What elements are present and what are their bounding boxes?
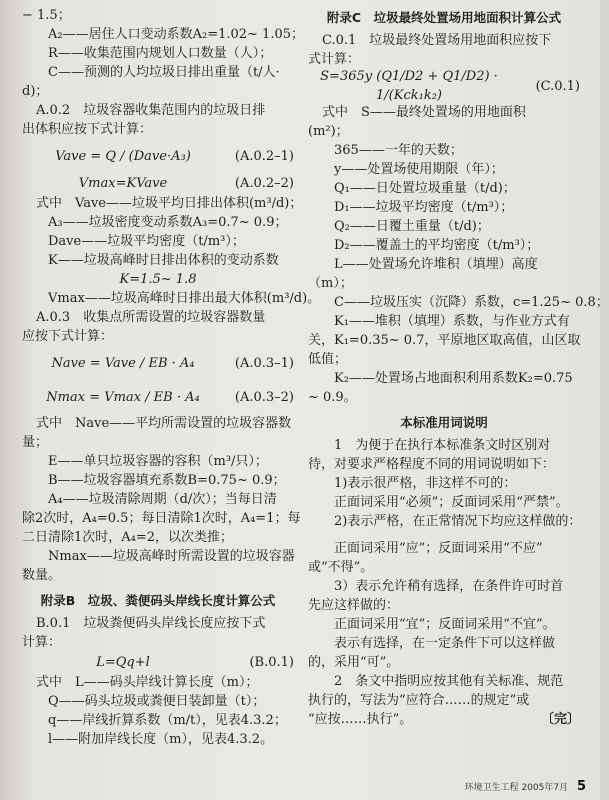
text-line: 的，采用“可”。 <box>308 655 400 670</box>
text-line: 式中 S——最终处置场的用地面积 <box>322 105 526 120</box>
text-span: “应按……执行”。 <box>308 712 413 727</box>
text-line: − 1.5； <box>22 8 71 23</box>
text-line: 365——一年的天数； <box>334 143 463 158</box>
text-line: 1)表示很严格，非这样不可的： <box>334 476 517 491</box>
formula: Nave = Vave / EB · A₄ <box>51 355 195 371</box>
formula-row <box>22 652 294 673</box>
formula-number: (C.0.1) <box>535 78 580 94</box>
text-line: 应按下式计算： <box>22 329 114 344</box>
page-footer <box>465 779 586 794</box>
text-line: 2)表示严格，在正常情况下均应这样做的： <box>334 514 582 529</box>
text-line: q——岸线折算系数（m/t），见表4.3.2； <box>48 713 287 728</box>
text-line: 数量。 <box>22 568 62 583</box>
formula-row <box>308 69 580 103</box>
formula: S=365y (Q1/D2 + Q1/D2) · 1/(Kck₁k₂) <box>320 69 498 103</box>
text-line: K₁——堆积（填埋）系数，与作业方式有 <box>334 314 570 329</box>
text-line: A₄——垃圾清除周期（d/次）；当每日清 <box>48 492 277 507</box>
text-line: 表示有选择，在一定条件下可以这样做 <box>334 636 556 651</box>
text-line: 1 为便于在执行本标准条文时区别对 <box>334 438 551 453</box>
text-line: A₂——居住人口变动系数A₂=1.02~ 1.05； <box>48 27 305 42</box>
text-line: Q——码头垃圾或粪便日装卸量（t）； <box>48 694 266 709</box>
issue-date: 2005年7月 <box>521 783 569 793</box>
formula: Vave = Q / (Dave·A₃) <box>55 148 191 164</box>
text-line: 出体积应按下式计算： <box>22 122 153 137</box>
section-heading: 本标准用词说明 <box>400 415 488 430</box>
section-heading: 附录B 垃圾、粪便码头岸线长度计算公式 <box>40 593 276 608</box>
text-line: ~ 0.9。 <box>308 390 357 405</box>
text-line: 正面词采用“必须”；反面词采用“严禁”。 <box>334 495 569 510</box>
formula-number: (A.0.2–2) <box>234 176 294 191</box>
text-line: l——附加岸线长度（m），见表4.3.2。 <box>48 732 274 747</box>
left-column <box>22 6 321 749</box>
end-mark: 〔完〕 <box>540 712 580 727</box>
text-line: 量； <box>22 435 49 450</box>
text-line: 式中 Vave——垃圾平均日排出体积(m³/d)； <box>36 196 303 211</box>
page-number: 5 <box>576 779 586 794</box>
text-line: A₃——垃圾密度变动系数A₃=0.7~ 0.9； <box>48 215 288 230</box>
formula: Nmax = Vmax / EB · A₄ <box>46 389 200 405</box>
text-line: （m）； <box>308 276 353 291</box>
formula-row <box>22 346 294 380</box>
text-line: K=1.5~ 1.8 <box>119 272 197 287</box>
text-line: Dave——垃圾平均密度（t/m³）； <box>48 234 245 249</box>
text-line: y——处置场使用期限（年）； <box>334 162 504 177</box>
text-line: E——单只垃圾容器的容积（m³/只）； <box>48 454 268 469</box>
text-line: C——垃圾压实（沉降）系数，c=1.25~ 0.8； <box>334 295 609 310</box>
text-line: K₂——处置场占地面积利用系数K₂=0.75 <box>334 371 573 386</box>
text-line: 待，对要求严格程度不同的用词说明如下： <box>308 457 556 472</box>
journal-name: 环境卫生工程 <box>464 783 519 793</box>
text-line: 二日清除1次时，A₄=2，以次类推； <box>22 530 234 545</box>
text-line: L——处置场允许堆积（填埋）高度 <box>334 257 538 272</box>
formula-row <box>22 173 294 194</box>
text-line: Nmax——垃圾高峰时所需设置的垃圾容器 <box>48 549 295 564</box>
text-line: 计算： <box>22 635 62 650</box>
formula-row <box>22 139 294 173</box>
text-line <box>308 710 580 729</box>
text-line: 关，K₁=0.35~ 0.7，平原地区取高值，山区取 <box>308 333 581 348</box>
text-line: Q₂——日覆土重量（t/d)； <box>334 219 490 234</box>
text-line: 式中 Nave——平均所需设置的垃圾容器数 <box>36 416 292 431</box>
text-line: 3）表示允许稍有选择，在条件许可时首 <box>334 579 564 594</box>
formula-number: (A.0.2–1) <box>234 148 294 164</box>
formula: Vmax=KVave <box>78 176 168 191</box>
text-line: C.0.1 垃圾最终处置场用地面积应按下 <box>322 33 552 48</box>
right-column <box>308 6 609 729</box>
text-line: Q₁——日处置垃圾重量（t/d)； <box>334 181 516 196</box>
text-line: A.0.3 收集点所需设置的垃圾容器数量 <box>36 310 266 325</box>
formula-number: (B.0.1) <box>249 655 294 670</box>
text-line: 先应这样做的： <box>308 598 400 613</box>
text-line: 式中 L——码头岸线计算长度（m）； <box>36 675 259 690</box>
text-line: K——垃圾高峰时日排出体积的变动系数 <box>48 253 279 268</box>
formula-number: (A.0.3–1) <box>234 355 294 371</box>
text-line: 正面词采用“宜”；反面词采用“不宜”。 <box>334 617 556 632</box>
formula-number: (A.0.3–2) <box>234 389 294 405</box>
text-line: Vmax——垃圾高峰时日排出最大体积(m³/d)。 <box>48 291 321 306</box>
text-line: 低值； <box>308 352 348 367</box>
text-line: 式计算： <box>308 52 361 67</box>
text-line: B——垃圾容器填充系数B=0.75~ 0.9； <box>48 473 286 488</box>
text-line: 2 条文中指明应按其他有关标准、规范 <box>334 674 564 689</box>
text-line: D₁——垃圾平均密度（t/m³）； <box>334 200 514 215</box>
formula: L=Qq+l <box>96 655 150 670</box>
section-heading: 附录C 垃圾最终处置场用地面积计算公式 <box>326 10 562 25</box>
text-line: D₂——覆盖土的平均密度（t/m³）； <box>334 238 540 253</box>
text-line: 执行的，写法为“应符合……的规定”或 <box>308 693 530 708</box>
text-line: 或“不得”。 <box>308 560 374 575</box>
text-line: B.0.1 垃圾粪便码头岸线长度应按下式 <box>36 616 266 631</box>
text-line: R——收集范围内规划人口数量（人）； <box>48 46 273 61</box>
text-line: C——预测的人均垃圾日排出重量（t/人· <box>48 65 280 80</box>
text-line: (m²)； <box>308 124 349 139</box>
text-line: d)； <box>22 84 49 99</box>
formula-row <box>22 380 294 414</box>
text-line: 正面词采用“应”；反面词采用“不应” <box>334 541 543 556</box>
text-line: A.0.2 垃圾容器收集范围内的垃圾日排 <box>36 103 266 118</box>
text-line: 除2次时，A₄=0.5；每日清除1次时，A₄=1；每 <box>22 511 301 526</box>
